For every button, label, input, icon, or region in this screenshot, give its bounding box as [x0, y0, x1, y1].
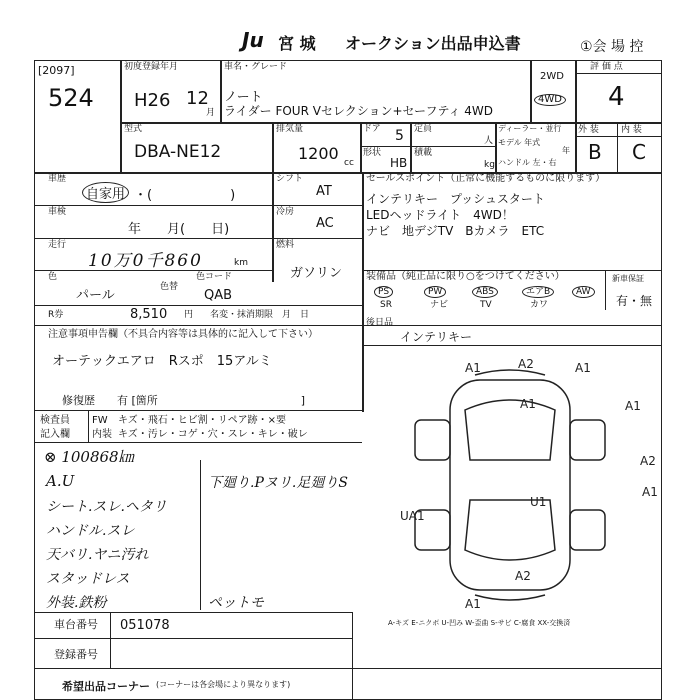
model-line1: ノート — [224, 90, 263, 105]
hw-left-6: 外装.鉄粉 — [46, 595, 107, 611]
reg-number-label: 登録番号 — [54, 648, 98, 661]
exterior-label: 外 装 — [578, 125, 599, 135]
repair-history: 修復歴 有 [箇所 ] — [62, 394, 306, 407]
odo-note: ⊗ 100868㎞ — [44, 448, 134, 466]
notes-title: 注意事項申告欄（不具合内容等は具体的に記入して下さい） — [48, 329, 318, 340]
chassis-label: 車台番号 — [54, 618, 98, 631]
int-items: キズ・汚レ・コゲ・穴・スレ・キレ・破レ — [118, 429, 308, 440]
color-value: パール — [76, 288, 115, 303]
model-type: DBA-NE12 — [134, 142, 222, 162]
capacity-unit: 人 — [484, 136, 494, 146]
fuel-label: 燃料 — [276, 240, 295, 250]
chassis-number: 051078 — [120, 618, 170, 633]
first-reg-label: 初度登録年月 — [124, 62, 179, 72]
recycle-value: 8,510 — [130, 307, 168, 322]
mark-9: UA1 — [400, 509, 425, 523]
logo: Ju — [242, 28, 264, 52]
dealer-label: ディーラー・並行 — [498, 124, 562, 133]
ac-label: 冷房 — [276, 207, 295, 217]
mileage-unit: km — [234, 258, 248, 268]
hw-left-2: シート.スレ.ヘタリ — [46, 499, 167, 515]
displacement: 1200 — [298, 144, 339, 163]
sales-title: セールスポイント（正常に機能するものに限ります） — [366, 173, 606, 184]
color-code-label: 色コード — [196, 272, 233, 282]
handle-label: ハンドル 左・右 — [498, 158, 557, 167]
int-label: 内装 — [92, 429, 112, 440]
hw-right-6: ペットモ — [208, 595, 264, 611]
car-rear — [465, 500, 555, 560]
usage-rest: ・( ) — [134, 188, 236, 203]
front-bumper — [475, 370, 545, 375]
header — [0, 28, 700, 54]
body-shape: HB — [390, 156, 408, 170]
type-label: 型式 — [124, 124, 143, 134]
mark-2: A2 — [518, 357, 534, 371]
rear-value: インテリキー — [400, 330, 473, 344]
copy-label: ①会 場 控 — [580, 39, 644, 55]
ref-number: [2097] — [38, 64, 75, 77]
inspection-value: 年 月( 日) — [128, 222, 230, 237]
sales-line2: LEDヘッドライト 4WD！ — [366, 208, 514, 222]
drive-2wd: 2WD — [540, 71, 564, 82]
equip-aw: AW — [572, 286, 595, 298]
hw-left-3: ハンドル.スレ — [46, 523, 135, 539]
grade-label: 評 価 点 — [590, 62, 623, 72]
month-unit: 月 — [206, 108, 216, 118]
car-hood — [465, 400, 555, 460]
mileage-value: 10万0千860 — [88, 251, 203, 271]
mileage-label: 走行 — [48, 240, 67, 250]
shape-label: 形状 — [363, 148, 382, 158]
overall-grade: 4 — [608, 82, 625, 112]
hw-left-4: 天バリ.ヤニ汚れ — [46, 547, 149, 563]
fuel-value: ガソリン — [290, 266, 343, 281]
checker-label1: 検査員 — [40, 415, 70, 426]
color-code: QAB — [204, 288, 233, 303]
car-diagram — [370, 350, 660, 620]
recycle-label: R券 — [48, 310, 64, 320]
shift-label: シフト — [276, 174, 304, 184]
displacement-label: 排気量 — [276, 124, 304, 134]
mark-8: U1 — [530, 495, 547, 509]
door-label: ドア — [363, 124, 381, 134]
equip-leather: カワ — [530, 300, 549, 310]
reg-month: 12 — [186, 88, 209, 109]
year-unit: 年 — [562, 146, 570, 155]
usage-value: 自家用 — [82, 182, 129, 203]
sales-line3: ナビ 地デジTV Bカメラ ETC — [366, 224, 545, 238]
rear-label: 後日品 — [366, 318, 394, 328]
ac-value: AC — [316, 216, 334, 231]
deposit-label: 名変・抹消期限 月 日 — [210, 310, 310, 320]
load-label: 積載 — [414, 148, 433, 158]
recycle-unit: 円 — [184, 310, 194, 320]
era-year: H26 — [134, 90, 171, 111]
org-name: 宮 城 — [278, 34, 316, 53]
color-change-label: 色替 — [160, 282, 179, 292]
left-front-door — [415, 420, 450, 460]
fw-label: FW — [92, 415, 108, 426]
new-car-value: 有・無 — [616, 294, 653, 308]
lot-number: 524 — [48, 84, 94, 112]
color-label: 色 — [48, 272, 58, 282]
checker-label2: 記入欄 — [40, 429, 70, 440]
corner-title: 希望出品コーナー — [62, 680, 150, 693]
exterior-grade: B — [588, 140, 602, 164]
shift-value: AT — [316, 184, 332, 199]
inspection-label: 車検 — [48, 207, 67, 217]
legend: A-キズ E-ニクボ U-凹み W-歪曲 S-サビ C-腐食 XX-交換済 — [388, 619, 571, 627]
hw-left-5: スタッドレス — [46, 571, 130, 587]
interior-grade: C — [632, 140, 646, 164]
disp-unit: cc — [344, 158, 354, 168]
usage-label: 車歴 — [48, 174, 67, 184]
form-title: オークション出品申込書 — [345, 34, 521, 53]
mark-11: A1 — [465, 597, 481, 611]
new-car-label: 新車保証 — [612, 274, 644, 283]
door-count: 5 — [395, 128, 404, 144]
notes-text: オーテックエアロ Rスポ 15アルミ — [52, 354, 272, 369]
equip-sr: SR — [380, 300, 392, 310]
hw-left-1: A.U — [46, 472, 75, 490]
model-year-label: モデル 年式 — [498, 138, 541, 147]
mark-1: A1 — [465, 361, 481, 375]
sales-line1: インテリキー プッシュスタート — [366, 192, 545, 206]
mark-6: A2 — [640, 454, 656, 468]
rear-bumper — [475, 595, 545, 600]
load-unit: kg — [484, 160, 495, 170]
capacity-label: 定員 — [414, 124, 433, 134]
mark-4: A1 — [520, 397, 536, 411]
fw-items: キズ・飛石・ヒビ割・リペア跡・×要 — [118, 415, 286, 426]
equip-abs: ABS — [472, 286, 498, 298]
equip-navi: ナビ — [430, 300, 449, 310]
mark-5: A1 — [625, 399, 641, 413]
equip-tv: TV — [480, 300, 492, 310]
model-label: 車名・グレード — [224, 62, 288, 72]
mark-7: A1 — [642, 485, 658, 499]
drive-4wd: 4WD — [534, 94, 566, 106]
right-front-door — [570, 420, 605, 460]
mark-10: A2 — [515, 569, 531, 583]
car-body — [450, 380, 570, 590]
equip-ps: PS — [374, 286, 393, 298]
interior-label: 内 装 — [621, 125, 642, 135]
hw-right-1: 下廻り.Pヌリ.足廻りS — [208, 475, 348, 491]
equip-title: 装備品（純正品に限り○をつけてください） — [366, 271, 565, 282]
equip-airbag: エアB — [522, 286, 554, 298]
right-rear-door — [570, 510, 605, 550]
mark-3: A1 — [575, 361, 591, 375]
model-line2: ライダー FOUR Vセレクション+セーフティ 4WD — [224, 104, 494, 118]
equip-pw: PW — [424, 286, 446, 298]
corner-note: (コーナーは各会場により異なります) — [156, 680, 291, 689]
